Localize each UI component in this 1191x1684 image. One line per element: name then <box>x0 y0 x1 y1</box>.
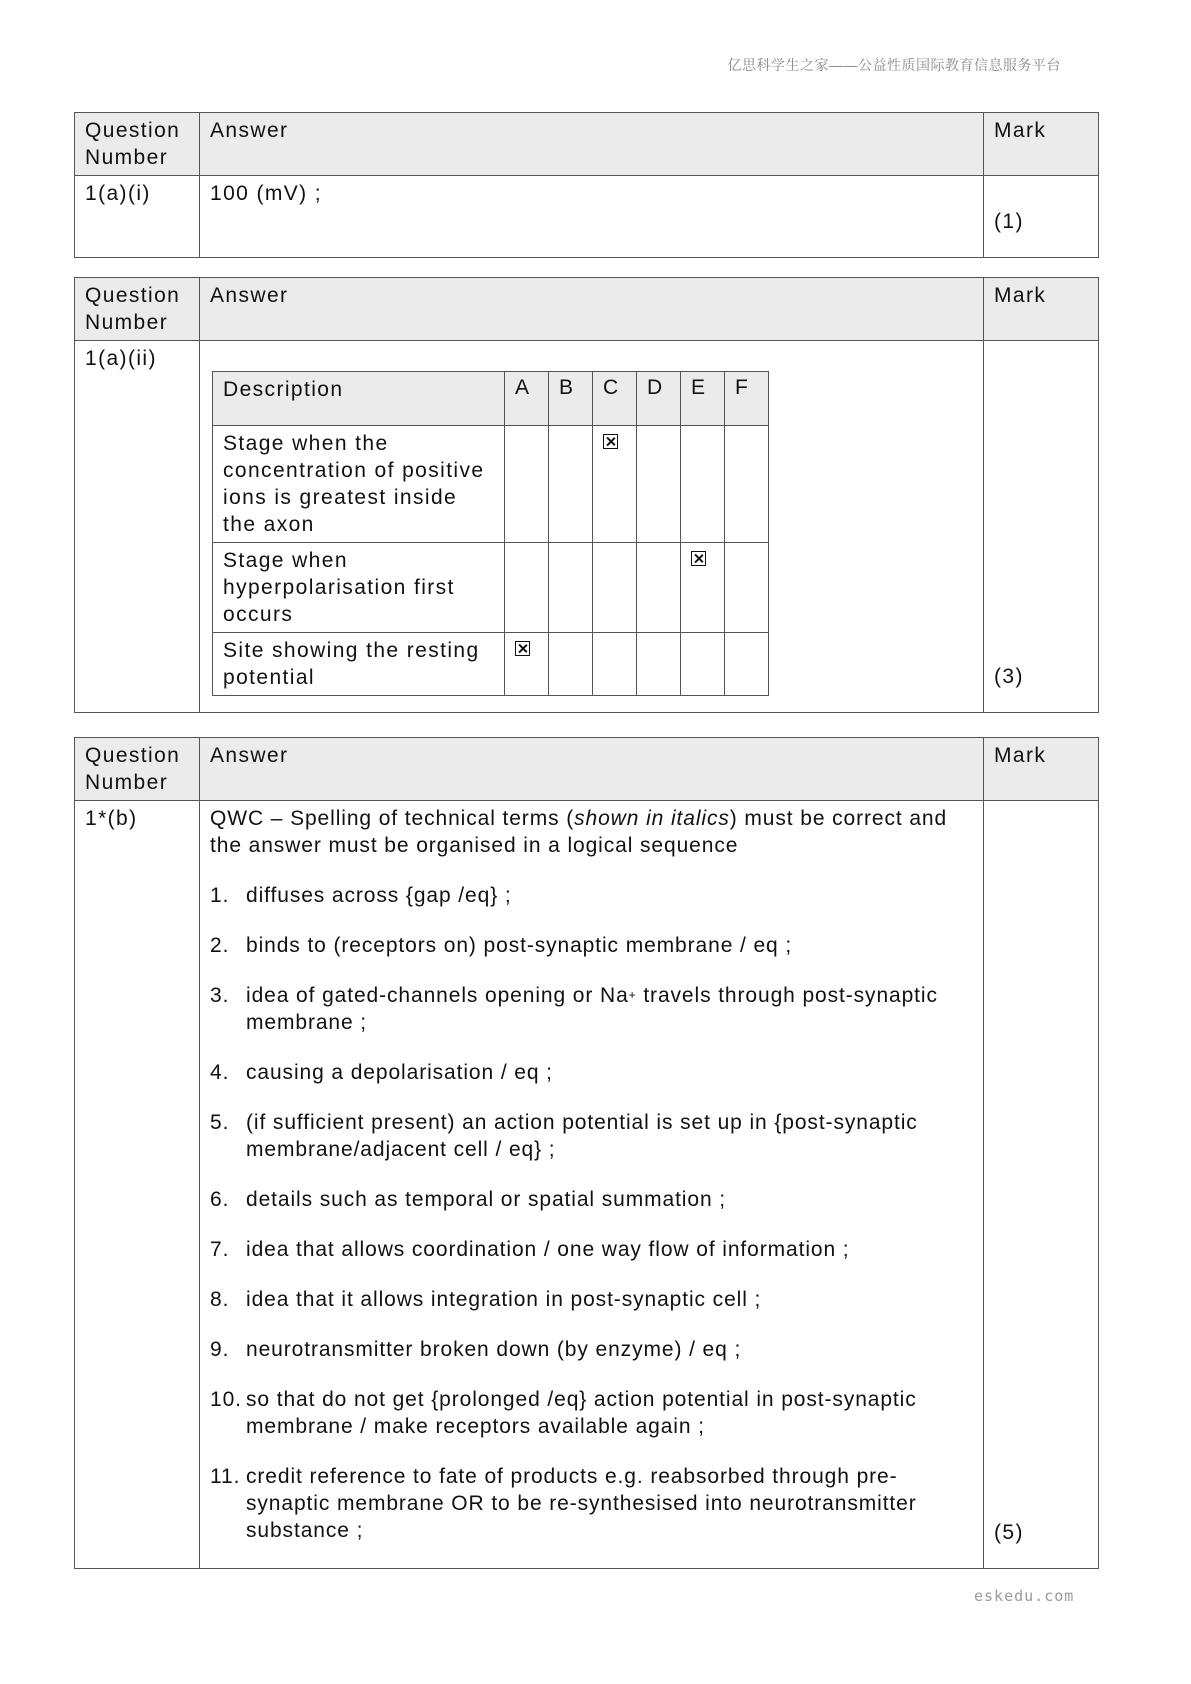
column-f: F <box>725 372 769 426</box>
column-a: A <box>505 372 549 426</box>
question-number: 1(a)(ii) <box>75 341 200 713</box>
mark-value: (3) <box>984 341 1099 713</box>
mark-scheme-table-1a-i <box>74 112 1099 258</box>
column-c: C <box>593 372 637 426</box>
list-item: 5. (if sufficient present) an action potential is set up in {post-synaptic membrane/adjacent cell / eq} ; <box>210 1111 918 1161</box>
answer-cell <box>200 801 984 1569</box>
marking-points-list <box>210 882 973 1544</box>
row-description: Stage when the concentration of positive ions is greatest inside the axon <box>213 426 505 543</box>
list-item: 8. idea that it allows integration in post-synaptic cell ; <box>210 1288 762 1311</box>
description-row <box>213 426 769 543</box>
checked-box-icon <box>603 434 618 449</box>
column-b: B <box>549 372 593 426</box>
checked-box-icon <box>515 641 530 656</box>
header-question-number: Question Number <box>75 113 200 176</box>
question-number: 1*(b) <box>75 801 200 1569</box>
header-answer: Answer <box>200 113 984 176</box>
header-mark: Mark <box>984 113 1099 176</box>
description-header: Description <box>213 372 505 426</box>
list-item: 9. neurotransmitter broken down (by enzyme) / eq ; <box>210 1338 742 1361</box>
description-grid <box>212 371 769 696</box>
description-row <box>213 633 769 696</box>
column-e: E <box>681 372 725 426</box>
qwc-intro: QWC – Spelling of technical terms (shown in italics) must be correct and the answer must be organised in a logical sequence <box>210 807 948 857</box>
list-item: 10. so that do not get {prolonged /eq} action potential in post-synaptic membrane / make receptors available again ; <box>210 1388 917 1438</box>
mark-scheme-table-1b <box>74 737 1099 1569</box>
list-item: 3. idea of gated-channels opening or Na+ travels through post-synaptic membrane ; <box>210 984 938 1034</box>
answer-cell <box>200 341 984 713</box>
watermark-text: 亿思科学生之家——公益性质国际教育信息服务平台 <box>727 57 1061 73</box>
row-description: Stage when hyperpolarisation first occurs <box>213 543 505 633</box>
question-number: 1(a)(i) <box>75 176 200 258</box>
list-item: 2. binds to (receptors on) post-synaptic membrane / eq ; <box>210 934 793 957</box>
row-description: Site showing the resting potential <box>213 633 505 696</box>
list-item: 1. diffuses across {gap /eq} ; <box>210 884 512 907</box>
header-mark: Mark <box>984 738 1099 801</box>
list-item: 6. details such as temporal or spatial summation ; <box>210 1188 726 1211</box>
list-item: 4. causing a depolarisation / eq ; <box>210 1061 553 1084</box>
header-question-number: Question Number <box>75 278 200 341</box>
mark-value: (5) <box>984 801 1099 1569</box>
mark-scheme-table-1a-ii <box>74 277 1099 713</box>
header-answer: Answer <box>200 278 984 341</box>
mark-value: (1) <box>984 176 1099 258</box>
description-row <box>213 543 769 633</box>
column-d: D <box>637 372 681 426</box>
footer-watermark: eskedu.com <box>974 1587 1075 1605</box>
list-item: 7. idea that allows coordination / one way flow of information ; <box>210 1238 850 1261</box>
header-question-number: Question Number <box>75 738 200 801</box>
list-item: 11. credit reference to fate of products e.g. reabsorbed through pre-synaptic membrane OR to be re-synthesised into neurotransmitter substance ; <box>210 1465 917 1542</box>
answer-text: 100 (mV) ; <box>200 176 984 258</box>
header-mark: Mark <box>984 278 1099 341</box>
header-answer: Answer <box>200 738 984 801</box>
checked-box-icon <box>691 551 706 566</box>
